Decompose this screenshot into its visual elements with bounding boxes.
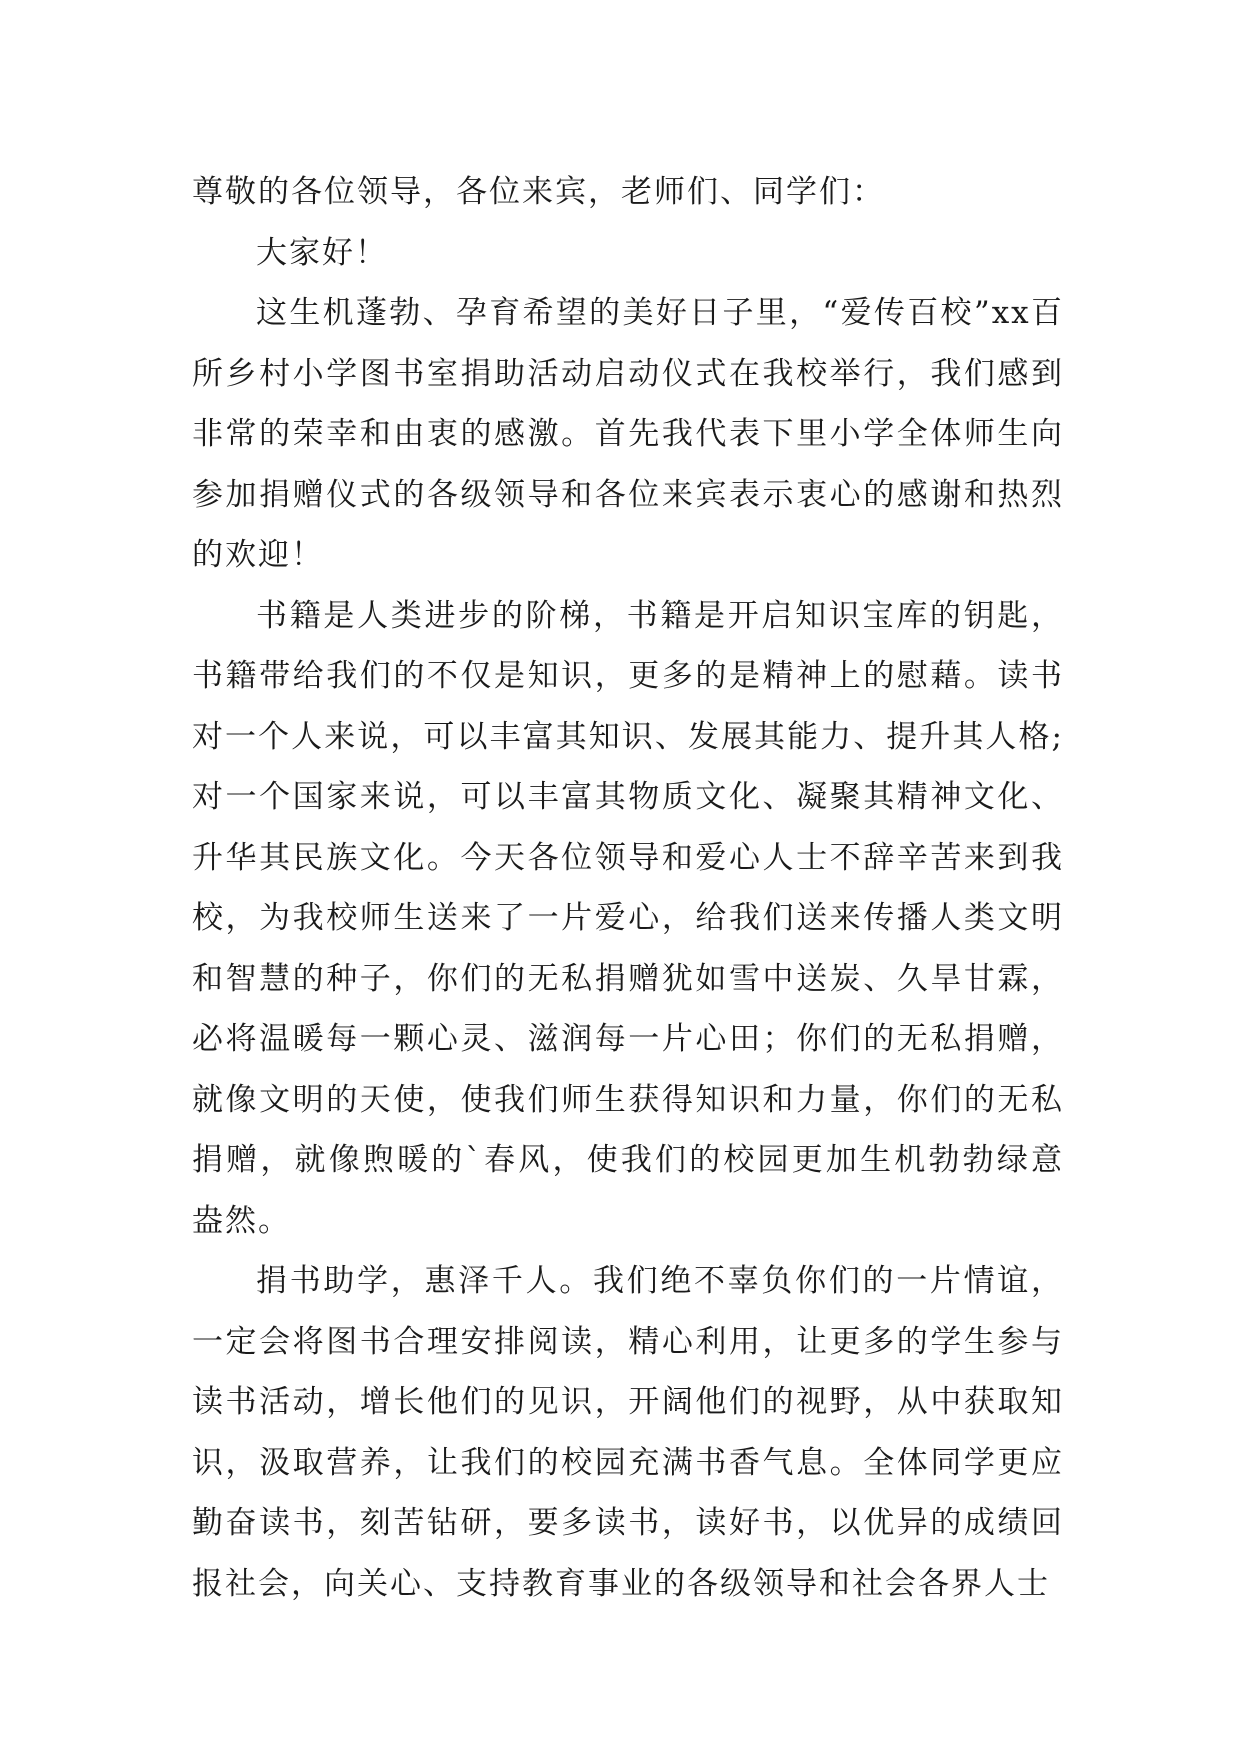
paragraph-welcome: 这生机蓬勃、孕育希望的美好日子里，“爱传百校”xx百所乡村小学图书室捐助活动启动仪式在我校举行，我们感到非常的荣幸和由衷的感激。首先我代表下里小学全体师生向参加捐赠仪式的各级领导和各位来宾表示衷心的感谢和热烈的欢迎！ — [192, 295, 1064, 573]
salutation: 尊敬的各位领导，各位来宾，老师们、同学们： — [192, 174, 885, 210]
speech-text — [192, 162, 1064, 1614]
paragraph-donation: 捐书助学，惠泽千人。我们绝不辜负你们的一片情谊，一定会将图书合理安排阅读，精心利用，让更多的学生参与读书活动，增长他们的见识，开阔他们的视野，从中获取知识，汲取营养，让我们的校园充满书香气息。全体同学更应勤奋读书，刻苦钻研，要多读书，读好书，以优异的成绩回报社会，向关心、支持教育事业的各级领导和社会各界人士 — [192, 1263, 1064, 1602]
greeting: 大家好！ — [256, 234, 388, 271]
paragraph-books: 书籍是人类进步的阶梯，书籍是开启知识宝库的钥匙，书籍带给我们的不仅是知识，更多的是精神上的慰藉。读书对一个人来说，可以丰富其知识、发展其能力、提升其人格;对一个国家来说，可以丰富其物质文化、凝聚其精神文化、升华其民族文化。今天各位领导和爱心人士不辞辛苦来到我校，为我校师生送来了一片爱心，给我们送来传播人类文明和智慧的种子，你们的无私捐赠犹如雪中送炭、久旱甘霖，必将温暖每一颗心灵、滋润每一片心田；你们的无私捐赠，就像文明的天使，使我们师生获得知识和力量，你们的无私捐赠，就像煦暖的`春风，使我们的校园更加生机勃勃绿意盎然。 — [192, 597, 1064, 1239]
